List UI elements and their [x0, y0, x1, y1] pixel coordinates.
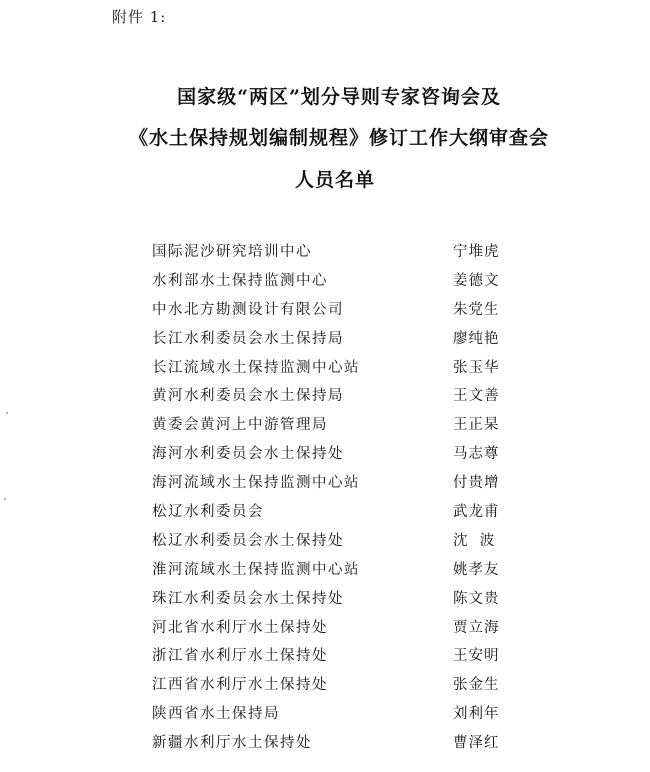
attendee-name: 姜德文: [453, 272, 500, 289]
attendee-row: [152, 382, 512, 411]
attendee-row: [152, 498, 512, 527]
attendee-name: 姚孝友: [453, 561, 500, 578]
attendee-row: [152, 440, 512, 469]
document-title-line-1: 国家级“两区”划分导则专家咨询会及: [177, 86, 501, 108]
attendee-list: [152, 238, 512, 758]
attendee-row: [152, 585, 512, 614]
attendee-row: [152, 527, 512, 556]
attendee-row: [152, 267, 512, 296]
attendee-organization: 黄河水利委员会水土保持局: [152, 388, 344, 405]
attendee-row: [152, 614, 512, 643]
attendee-organization: 黄委会黄河上中游管理局: [152, 417, 328, 434]
attendee-row: [152, 642, 512, 671]
attendee-organization: 长江水利委员会水土保持局: [152, 330, 344, 347]
attendee-row: [152, 469, 512, 498]
attendee-row: [152, 411, 512, 440]
attendee-organization: 水利部水土保持监测中心: [152, 272, 328, 289]
scan-speck: [6, 412, 8, 414]
attendee-name: 陈文贵: [453, 590, 500, 607]
attendee-name: 贾立海: [453, 619, 500, 636]
attendee-row: [152, 729, 512, 758]
attendee-name: 马志尊: [453, 446, 500, 463]
document-title-line-3: 人员名单: [294, 169, 375, 191]
attendee-name: 王安明: [453, 648, 500, 665]
attendee-organization: 海河水利委员会水土保持处: [152, 446, 344, 463]
attendee-name: 张玉华: [453, 359, 500, 376]
attendee-name: 付贵增: [453, 475, 500, 492]
attendee-row: [152, 354, 512, 383]
attendee-name: 曹泽红: [453, 735, 500, 752]
attendee-row: [152, 700, 512, 729]
attendee-organization: 新疆水利厅水土保持处: [152, 735, 312, 752]
attendee-name: 武龙甫: [453, 504, 500, 521]
attendee-organization: 中水北方勘测设计有限公司: [152, 301, 344, 318]
attendee-name: 王正杲: [453, 417, 500, 434]
attachment-label: 附件 1:: [112, 8, 167, 26]
attendee-row: [152, 325, 512, 354]
attendee-name: 沈 波: [453, 532, 496, 549]
attendee-organization: 松辽水利委员会: [152, 504, 264, 521]
attendee-row: [152, 556, 512, 585]
attendee-row: [152, 296, 512, 325]
attendee-name: 张金生: [453, 677, 500, 694]
attendee-organization: 珠江水利委员会水土保持处: [152, 590, 344, 607]
attendee-row: [152, 671, 512, 700]
attendee-row: [152, 238, 512, 267]
attendee-organization: 国际泥沙研究培训中心: [152, 244, 312, 260]
attendee-name: 廖纯艳: [453, 330, 500, 347]
attendee-organization: 海河流域水土保持监测中心站: [152, 475, 360, 492]
attendee-organization: 河北省水利厅水土保持处: [152, 619, 328, 636]
attendee-organization: 淮河流域水土保持监测中心站: [152, 561, 360, 578]
attendee-name: 王文善: [453, 388, 500, 405]
attendee-organization: 长江流域水土保持监测中心站: [152, 359, 360, 376]
attendee-organization: 陕西省水土保持局: [152, 706, 280, 723]
scan-speck: [4, 498, 6, 500]
attendee-organization: 江西省水利厅水土保持处: [152, 677, 328, 694]
attendee-name: 宁堆虎: [453, 244, 500, 260]
attendee-name: 刘利年: [453, 706, 500, 723]
attendee-organization: 松辽水利委员会水土保持处: [152, 532, 344, 549]
attendee-organization: 浙江省水利厅水土保持处: [152, 648, 328, 665]
document-title-line-2: 《水土保持规划编制规程》修订工作大纲审查会: [128, 127, 549, 149]
attendee-name: 朱党生: [453, 301, 500, 318]
